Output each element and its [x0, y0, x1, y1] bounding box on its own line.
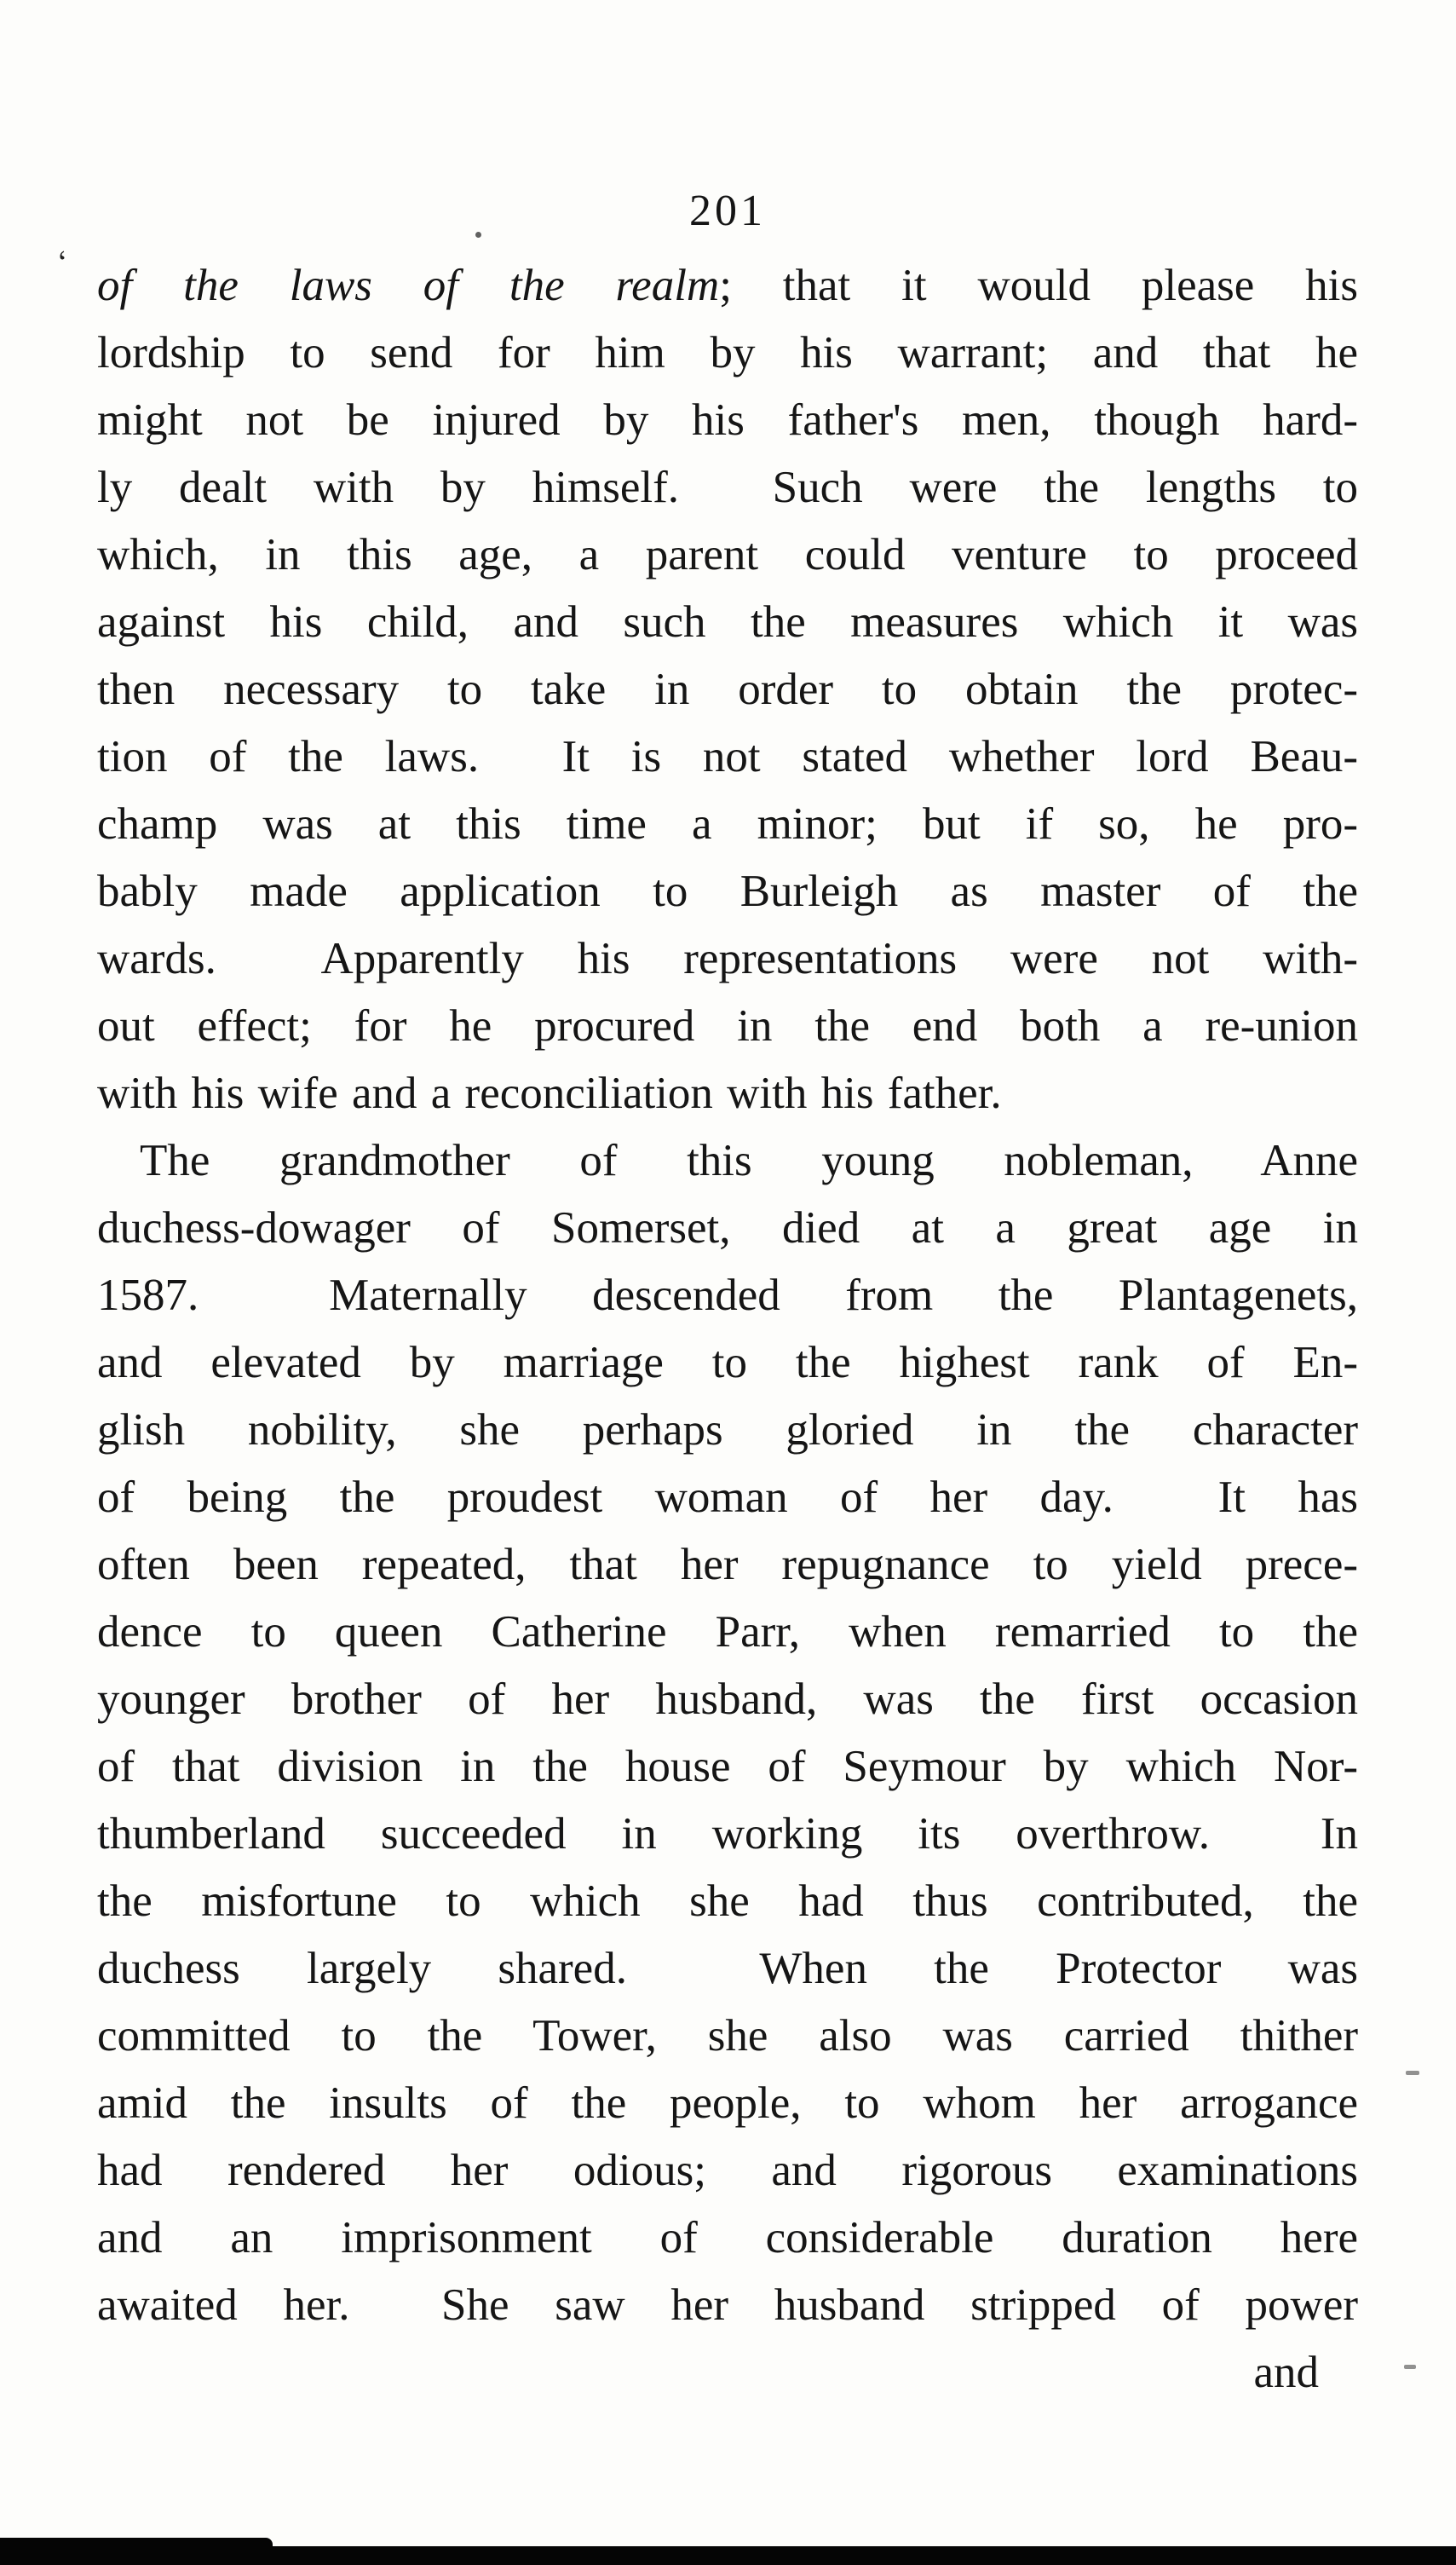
text-line: [97, 2272, 1358, 2339]
text-segment: out effect; for he procured in the end both a re-union: [97, 1001, 1358, 1051]
text-segment: which, in this age, a parent could venture to proceed: [97, 530, 1358, 579]
text-line: [97, 1195, 1358, 1262]
ink-mark: ‘: [55, 244, 72, 281]
text-segment: of being the proudest woman of her day. It has: [97, 1473, 1358, 1522]
text-line: [97, 1329, 1358, 1397]
text-segment: and elevated by marriage to the highest rank of En-: [97, 1338, 1358, 1387]
text-line: [97, 1666, 1358, 1733]
text-line: [97, 1262, 1358, 1329]
text-line: [97, 723, 1358, 791]
text-segment: 1587. Maternally descended from the Plantagenets,: [97, 1271, 1358, 1320]
text-line: [97, 1599, 1358, 1666]
text-segment: glish nobility, she perhaps gloried in the character: [97, 1405, 1358, 1455]
text-segment: with his wife and a reconciliation with his father.: [97, 1069, 1002, 1118]
ink-speck: [1404, 2365, 1416, 2369]
text-line: [97, 2205, 1358, 2272]
text-line: [97, 1935, 1358, 2003]
text-segment: dence to queen Catherine Parr, when remarried to the: [97, 1607, 1358, 1657]
text-line: [97, 1464, 1358, 1531]
text-segment: thumberland succeeded in working its overthrow. In: [97, 1809, 1358, 1859]
text-line: [97, 1127, 1358, 1195]
text-segment: duchess-dowager of Somerset, died at a great age in: [97, 1203, 1358, 1253]
page-text: [97, 252, 1358, 2339]
text-segment: amid the insults of the people, to whom her arrogance: [97, 2078, 1358, 2128]
catchword: and: [1253, 2348, 1319, 2397]
text-line: [97, 925, 1358, 993]
text-segment: might not be injured by his father's men, though hard-: [97, 395, 1358, 445]
text-line: [97, 454, 1358, 522]
text-line: [97, 656, 1358, 723]
text-segment: younger brother of her husband, was the first occasion: [97, 1674, 1358, 1724]
text-line: [97, 1060, 1358, 1127]
text-segment: of that division in the house of Seymour by which Nor-: [97, 1742, 1358, 1791]
text-line: [97, 252, 1358, 320]
catchword-row: [97, 2339, 1358, 2406]
text-segment: wards. Apparently his representations were not with-: [97, 934, 1358, 983]
text-line: [97, 522, 1358, 589]
text-segment: the misfortune to which she had thus contributed, the: [97, 1876, 1358, 1926]
text-line: [97, 1801, 1358, 1868]
text-segment: ; that it would please his: [719, 261, 1358, 310]
text-line: [97, 1397, 1358, 1464]
text-segment: of the laws of the realm: [97, 261, 720, 310]
text-line: [97, 2137, 1358, 2205]
text-line: [97, 387, 1358, 454]
text-segment: committed to the Tower, she also was carried thither: [97, 2011, 1358, 2061]
text-segment: The grandmother of this young nobleman, Anne: [140, 1136, 1358, 1185]
text-line: [97, 1868, 1358, 1935]
text-line: [97, 1733, 1358, 1801]
scan-edge-corner: [0, 2538, 273, 2565]
text-line: [97, 858, 1358, 925]
text-line: [97, 320, 1358, 387]
text-line: [97, 993, 1358, 1060]
text-segment: champ was at this time a minor; but if so, he pro-: [97, 799, 1358, 849]
text-line: [97, 2003, 1358, 2070]
ink-dot: [475, 232, 481, 238]
text-segment: often been repeated, that her repugnance to yield prece-: [97, 1540, 1358, 1589]
text-segment: and an imprisonment of considerable duration here: [97, 2213, 1358, 2262]
text-segment: awaited her. She saw her husband stripped of power: [97, 2280, 1358, 2330]
text-segment: duchess largely shared. When the Protector was: [97, 1944, 1358, 1993]
text-segment: lordship to send for him by his warrant; and that he: [97, 328, 1358, 378]
text-segment: tion of the laws. It is not stated whether lord Beau-: [97, 732, 1358, 781]
text-line: [97, 791, 1358, 858]
ink-speck: [1406, 2071, 1419, 2075]
text-segment: had rendered her odious; and rigorous examinations: [97, 2146, 1358, 2195]
text-segment: ly dealt with by himself. Such were the lengths to: [97, 463, 1358, 512]
text-segment: against his child, and such the measures which it was: [97, 597, 1358, 647]
text-segment: bably made application to Burleigh as master of the: [97, 867, 1358, 916]
page-number: 201: [689, 187, 766, 235]
text-line: [97, 589, 1358, 656]
text-segment: then necessary to take in order to obtain the protec-: [97, 665, 1358, 714]
text-line: [97, 2070, 1358, 2137]
text-line: [97, 1531, 1358, 1599]
